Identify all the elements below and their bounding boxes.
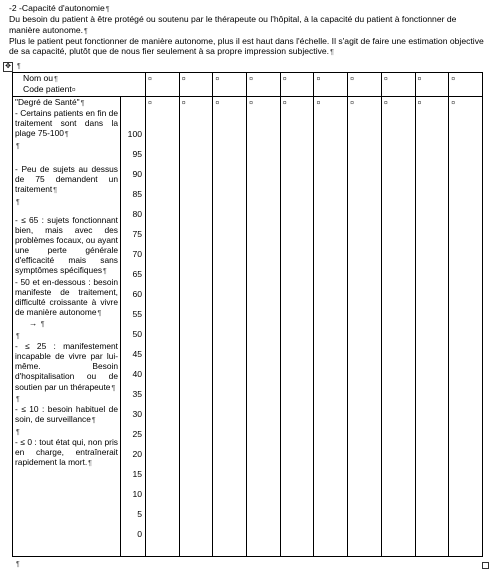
description-item: - Peu de sujets au dessus de 75 demandent un traitement¶ [15,164,118,195]
arrow-line: → ¶ [29,318,45,329]
patient-header-cell[interactable]: ¤ [314,73,348,97]
patient-score-cell[interactable]: ¤ [314,96,348,556]
description-item: - ≤ 65 : sujets fonctionnant bien, mais avec des problèmes focaux, ou ayant une perte générale d'efficacité mais sans symptômes spécifiques¶ [15,215,118,276]
patient-score-cell[interactable]: ¤ [179,96,213,556]
patient-header-cell[interactable]: ¤ [449,73,483,97]
patient-score-cell[interactable]: ¤ [415,96,449,556]
scale-value: 85 [132,188,143,199]
table-body-row [13,96,483,556]
table-resize-handle-icon[interactable] [482,562,489,569]
scale-value: 70 [132,248,143,259]
name-label: Nom ou¶ [23,73,58,83]
scale-value: 55 [132,308,143,319]
scale-value: 60 [132,288,143,299]
paragraph-mark: ¶ [17,63,21,70]
description-item: - ≤ 10 : besoin habituel de soin, de surveillance¶ [15,404,118,425]
patient-header-cell[interactable]: ¤ [280,73,314,97]
scale-value: 25 [132,428,143,439]
scale-value: 30 [132,408,143,419]
empty-paragraph: ¶ [16,428,20,436]
intro-section [9,3,485,58]
arrow-icon: → [29,318,38,329]
scale-value: 45 [132,348,143,359]
patient-score-cell[interactable]: ¤ [348,96,382,556]
patient-score-cell[interactable]: ¤ [247,96,281,556]
scale-value: 75 [132,228,143,239]
scale-value: 5 [137,508,143,519]
description-item: - ≤ 25 : manifestement incapable de vivre par lui-même. Besoin d'hospitalisation ou de soutien par un thérapeute¶ [15,341,118,392]
scale-cell [121,96,146,556]
description-cell [13,96,121,556]
patient-header-cell[interactable]: ¤ [146,73,180,97]
patient-score-cell[interactable]: ¤ [449,96,483,556]
patient-header-cell[interactable]: ¤ [415,73,449,97]
section-heading: -2 -Capacité d'autonomie¶ [9,3,110,13]
patient-header-cell[interactable]: ¤ [213,73,247,97]
table-header-row [13,73,483,97]
scale-value: 20 [132,448,143,459]
code-label: Code patient¤ [23,84,76,95]
header-label-cell [13,73,146,97]
empty-paragraph: ¶ [16,395,20,403]
scale-value: 35 [132,388,143,399]
patient-header-cell[interactable]: ¤ [179,73,213,97]
empty-paragraph: ¶ [16,198,20,206]
empty-paragraph: ¶ [16,332,20,340]
scale-value: 65 [132,268,143,279]
patient-header-cell[interactable]: ¤ [381,73,415,97]
patient-score-cell[interactable]: ¤ [280,96,314,556]
scale-value: 90 [132,168,143,179]
description-item: - ≤ 0 : tout état qui, non pris en charge, entraînerait rapidement la mort.¶ [15,437,118,468]
patient-score-cell[interactable]: ¤ [146,96,180,556]
empty-paragraph: ¶ [16,142,20,150]
scale-value: 50 [132,328,143,339]
table-move-handle-icon[interactable]: ✥ [3,62,13,72]
description-item: - 50 et en-dessous : besoin manifeste de traitement, difficulté croissante à vivre de manière autonome¶ [15,276,118,318]
scale-value: 0 [137,528,143,539]
patient-header-cell[interactable]: ¤ [247,73,281,97]
scale-value: 15 [132,468,143,479]
degree-title: "Degré de Santé"¶ [15,96,85,107]
patient-scale-table [12,72,483,557]
patient-header-cell[interactable]: ¤ [348,73,382,97]
intro-line-1: Du besoin du patient à être protégé ou soutenu par le thérapeute ou l'hôpital, à la capacité du patient à fonctionner de manière autonome.¶ [9,14,457,35]
scale-value: 40 [132,368,143,379]
scale-value: 10 [132,488,143,499]
description-item: - Certains patients en fin de traitement sont dans la plage 75-100¶ [15,108,118,139]
patient-score-cell[interactable]: ¤ [381,96,415,556]
paragraph-mark: ¶ [16,561,20,568]
scale-value: 80 [132,208,143,219]
patient-score-cell[interactable]: ¤ [213,96,247,556]
intro-line-2: Plus le patient peut fonctionner de manière autonome, plus il est haut dans l'échelle. Il s'agit de faire une estimation objective de sa capacité, plutôt que de nous fier seulement à sa propre impression subjective.¶ [9,36,484,57]
scale-value: 100 [127,128,143,139]
scale-value: 95 [132,148,143,159]
